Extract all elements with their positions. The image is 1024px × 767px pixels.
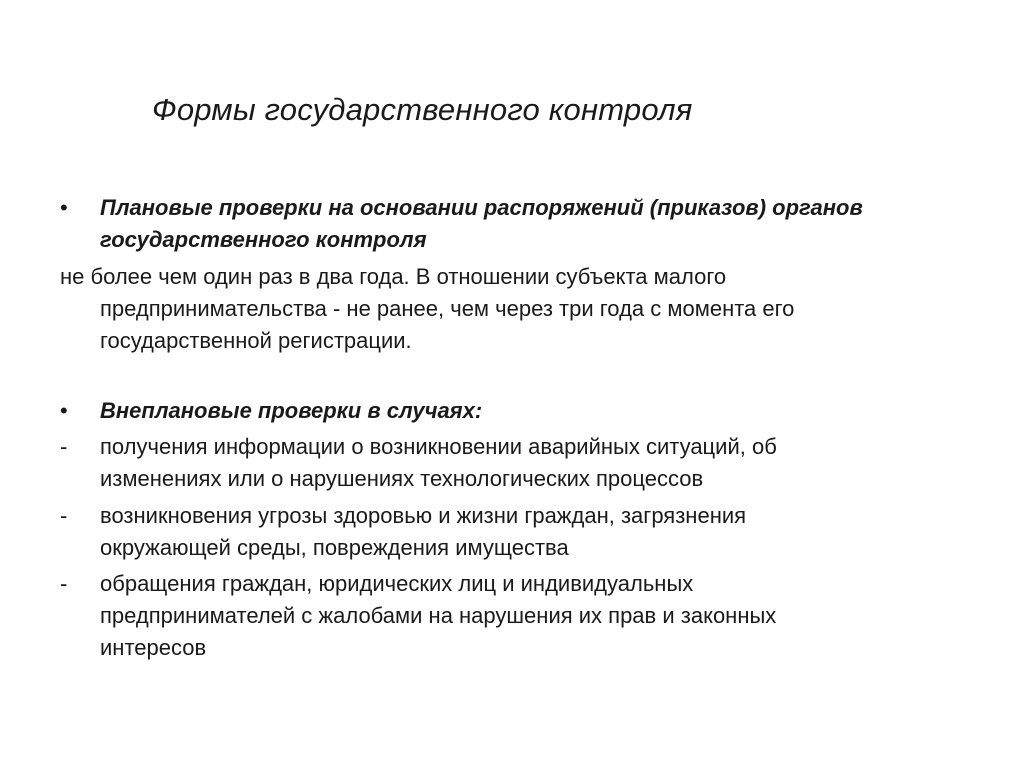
slide-title: Формы государственного контроля [152,92,693,127]
list-item-line2: изменениях или о нарушениях технологических процессов [100,466,704,491]
section1-body-line1: не более чем один раз в два года. В отношении субъекта малого [60,264,727,289]
list-item-line2: окружающей среды, повреждения имущества [100,535,569,560]
section2-heading: Внеплановые проверки в случаях: [100,398,483,423]
list-item-line1: обращения граждан, юридических лиц и индивидуальных [100,571,694,596]
section1-body-line3: государственной регистрации. [100,328,412,353]
list-item-line1: возникновения угрозы здоровью и жизни граждан, загрязнения [100,503,747,528]
list-item-line1: получения информации о возникновении аварийных ситуаций, об [100,434,777,459]
section1-heading-line1: Плановые проверки на основании распоряжений (приказов) органов [100,195,863,220]
bullet-marker: • [60,398,68,423]
section1-body-line2: предпринимательства - не ранее, чем через три года с момента его [100,296,795,321]
section1-heading-line2: государственного контроля [100,227,427,252]
dash-marker: - [60,503,68,528]
bullet-marker: • [60,195,68,220]
list-item-line2: предпринимателей с жалобами на нарушения их прав и законных [100,603,777,628]
dash-marker: - [60,434,68,459]
dash-marker: - [60,571,68,596]
list-item-line3: интересов [100,635,207,660]
